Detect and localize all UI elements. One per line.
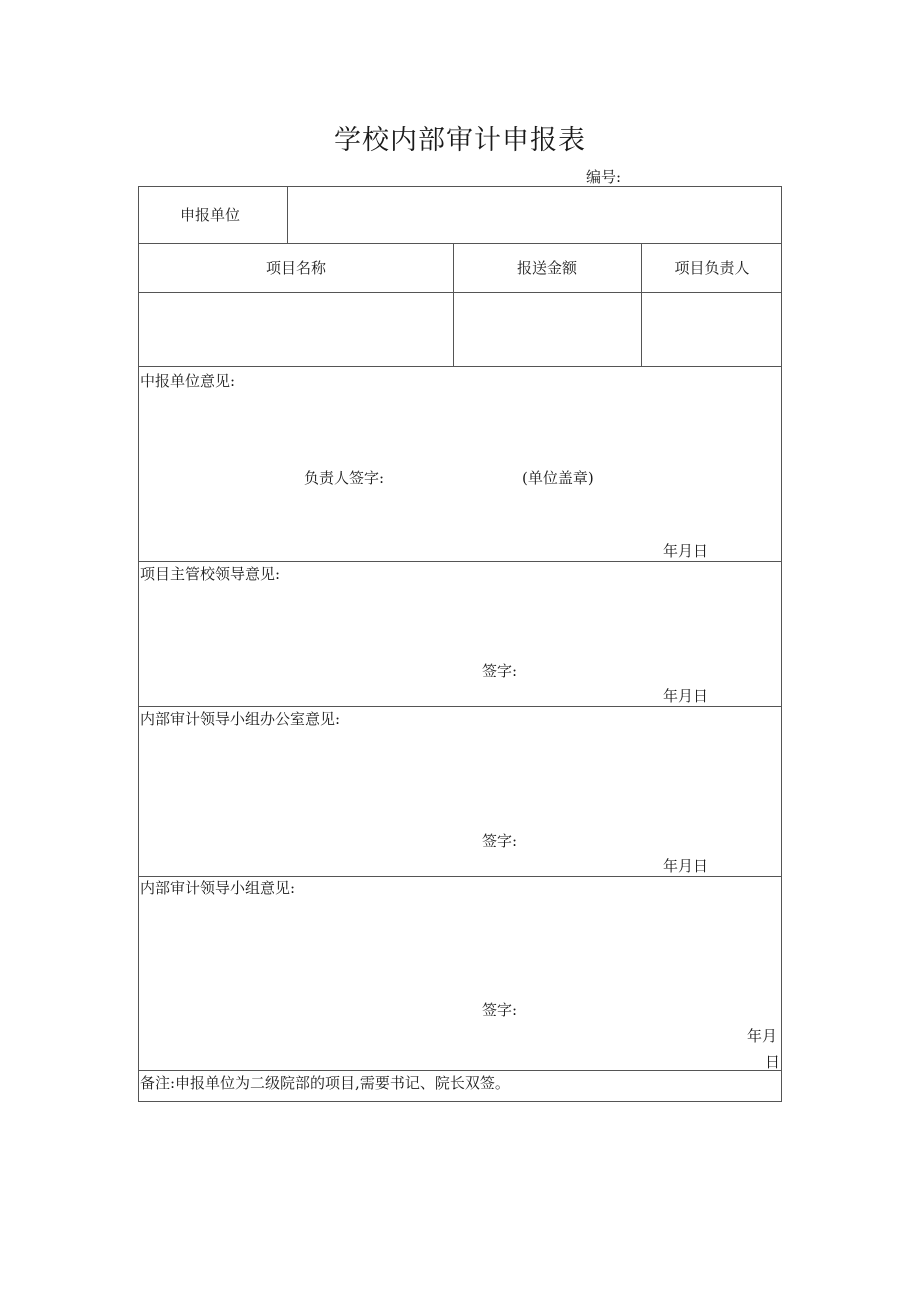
row-divider (139, 292, 781, 293)
project-name-header: 项目名称 (265, 259, 326, 277)
unit-opinion-label: 中报单位意见: (140, 372, 236, 390)
audit-office-date-label: 年月日 (663, 857, 709, 875)
column-divider (287, 187, 288, 243)
row-divider (139, 706, 781, 707)
audit-group-date-label-line1: 年月 (747, 1027, 778, 1045)
row-divider (139, 366, 781, 367)
audit-office-opinion-label: 内部审计领导小组办公室意见: (140, 710, 341, 728)
audit-group-opinion-label: 内部审计领导小组意见: (140, 879, 296, 897)
audit-application-form (138, 186, 782, 1102)
school-leader-date-label: 年月日 (663, 687, 709, 705)
audit-group-date-label-line2: 日 (765, 1053, 781, 1071)
unit-signature-label: 负责人签字: (304, 469, 385, 487)
applicant-unit-label: 申报单位 (180, 206, 241, 224)
page-title: 学校内部审计申报表 (334, 125, 586, 156)
remarks-note: 备注:申报单位为二级院部的项目,需要书记、院长双签。 (140, 1074, 510, 1092)
school-leader-signature-label: 签字: (482, 662, 518, 680)
audit-group-signature-label: 签字: (482, 1001, 518, 1019)
row-divider (139, 243, 781, 244)
unit-seal-label: (单位盖章) (522, 469, 594, 487)
row-divider (139, 561, 781, 562)
audit-office-signature-label: 签字: (482, 832, 518, 850)
row-divider (139, 876, 781, 877)
amount-header: 报送金额 (516, 259, 577, 277)
unit-date-label: 年月日 (663, 542, 709, 560)
school-leader-opinion-label: 项目主管校领导意见: (140, 565, 281, 583)
serial-number-label: 编号: (586, 168, 622, 186)
row-divider (139, 1070, 781, 1071)
project-leader-header: 项目负责人 (674, 259, 750, 277)
